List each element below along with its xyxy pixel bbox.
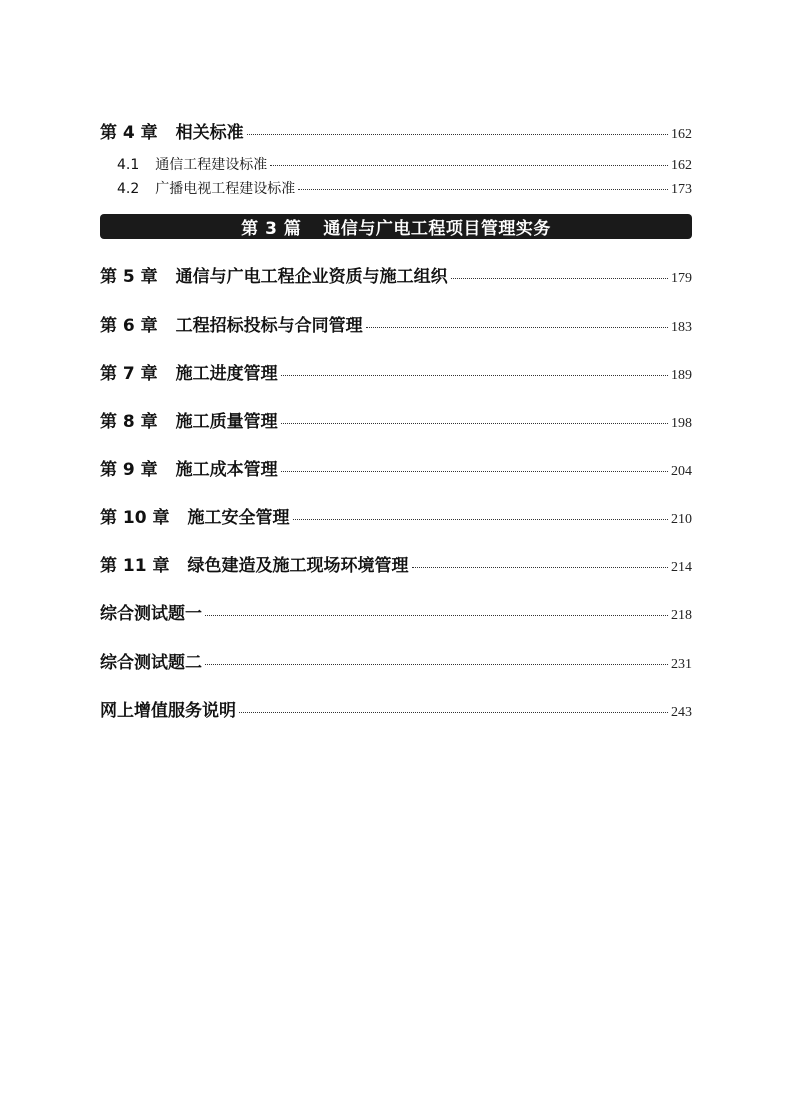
page-number: 214 [671,560,692,575]
entry-title [117,154,267,174]
toc-entry-chapter-9[interactable] [100,455,692,480]
chapter-title: 相关标准 [175,123,244,143]
chapter-title: 施工安全管理 [187,508,290,528]
page-number: 173 [671,182,692,197]
page-number: 210 [671,512,692,527]
part-title: 通信与广电工程项目管理实务 [323,219,551,239]
page-number: 162 [671,158,692,173]
dot-leader [239,711,668,713]
dot-leader [247,133,668,135]
section-number: 4.1 [117,157,140,173]
dot-leader [205,663,668,665]
page-number: 162 [671,127,692,142]
page-number: 204 [671,464,692,479]
chapter-number: 第 6 章 [100,316,158,336]
dot-leader [281,470,668,472]
toc-entry-section-4-2[interactable] [117,178,692,198]
toc-entry-test-2[interactable] [100,648,692,673]
toc-entry-chapter-5[interactable] [100,262,692,287]
entry-title [100,359,278,384]
page-number: 231 [671,657,692,672]
page-number: 198 [671,416,692,431]
page-number: 243 [671,705,692,720]
dot-leader [298,188,668,190]
page-number: 183 [671,320,692,335]
dot-leader [281,422,668,424]
section-title: 通信工程建设标准 [155,157,268,173]
chapter-title: 施工质量管理 [175,412,278,432]
toc-entry-section-4-1[interactable] [117,154,692,174]
page-number: 189 [671,368,692,383]
dot-leader [281,374,668,376]
entry-title [100,503,290,528]
dot-leader [270,164,668,166]
chapter-number: 第 11 章 [100,556,170,576]
entry-title [100,262,448,287]
dot-leader [451,277,668,279]
chapter-number: 第 4 章 [100,123,158,143]
entry-title: 综合测试题二 [100,653,202,673]
chapter-number: 第 7 章 [100,364,158,384]
part-number: 第 3 篇 [241,219,302,239]
toc-entry-chapter-6[interactable] [100,311,692,336]
dot-leader [205,614,668,616]
chapter-number: 第 5 章 [100,267,158,287]
entry-title [100,311,363,336]
toc-entry-chapter-4[interactable] [100,118,692,143]
toc-entry-chapter-10[interactable] [100,503,692,528]
entry-title [100,118,244,143]
toc-entry-test-1[interactable] [100,599,692,624]
chapter-title: 通信与广电工程企业资质与施工组织 [175,267,448,287]
dot-leader [366,326,668,328]
chapter-number: 第 8 章 [100,412,158,432]
dot-leader [412,566,669,568]
chapter-title: 施工进度管理 [175,364,278,384]
toc-entry-online-services[interactable] [100,696,692,721]
toc-entry-chapter-8[interactable] [100,407,692,432]
chapter-title: 工程招标投标与合同管理 [175,316,363,336]
chapter-title: 施工成本管理 [175,460,278,480]
entry-title: 网上增值服务说明 [100,701,236,721]
part-banner[interactable] [100,214,692,239]
section-title: 广播电视工程建设标准 [155,181,296,197]
page-number: 179 [671,271,692,286]
entry-title [100,551,409,576]
chapter-title: 绿色建造及施工现场环境管理 [187,556,409,576]
toc-entry-chapter-11[interactable] [100,551,692,576]
entry-title [100,455,278,480]
toc-entry-chapter-7[interactable] [100,359,692,384]
chapter-number: 第 9 章 [100,460,158,480]
chapter-number: 第 10 章 [100,508,170,528]
page-number: 218 [671,608,692,623]
entry-title: 综合测试题一 [100,604,202,624]
entry-title [100,407,278,432]
section-number: 4.2 [117,181,140,197]
dot-leader [293,518,669,520]
entry-title [117,178,295,198]
